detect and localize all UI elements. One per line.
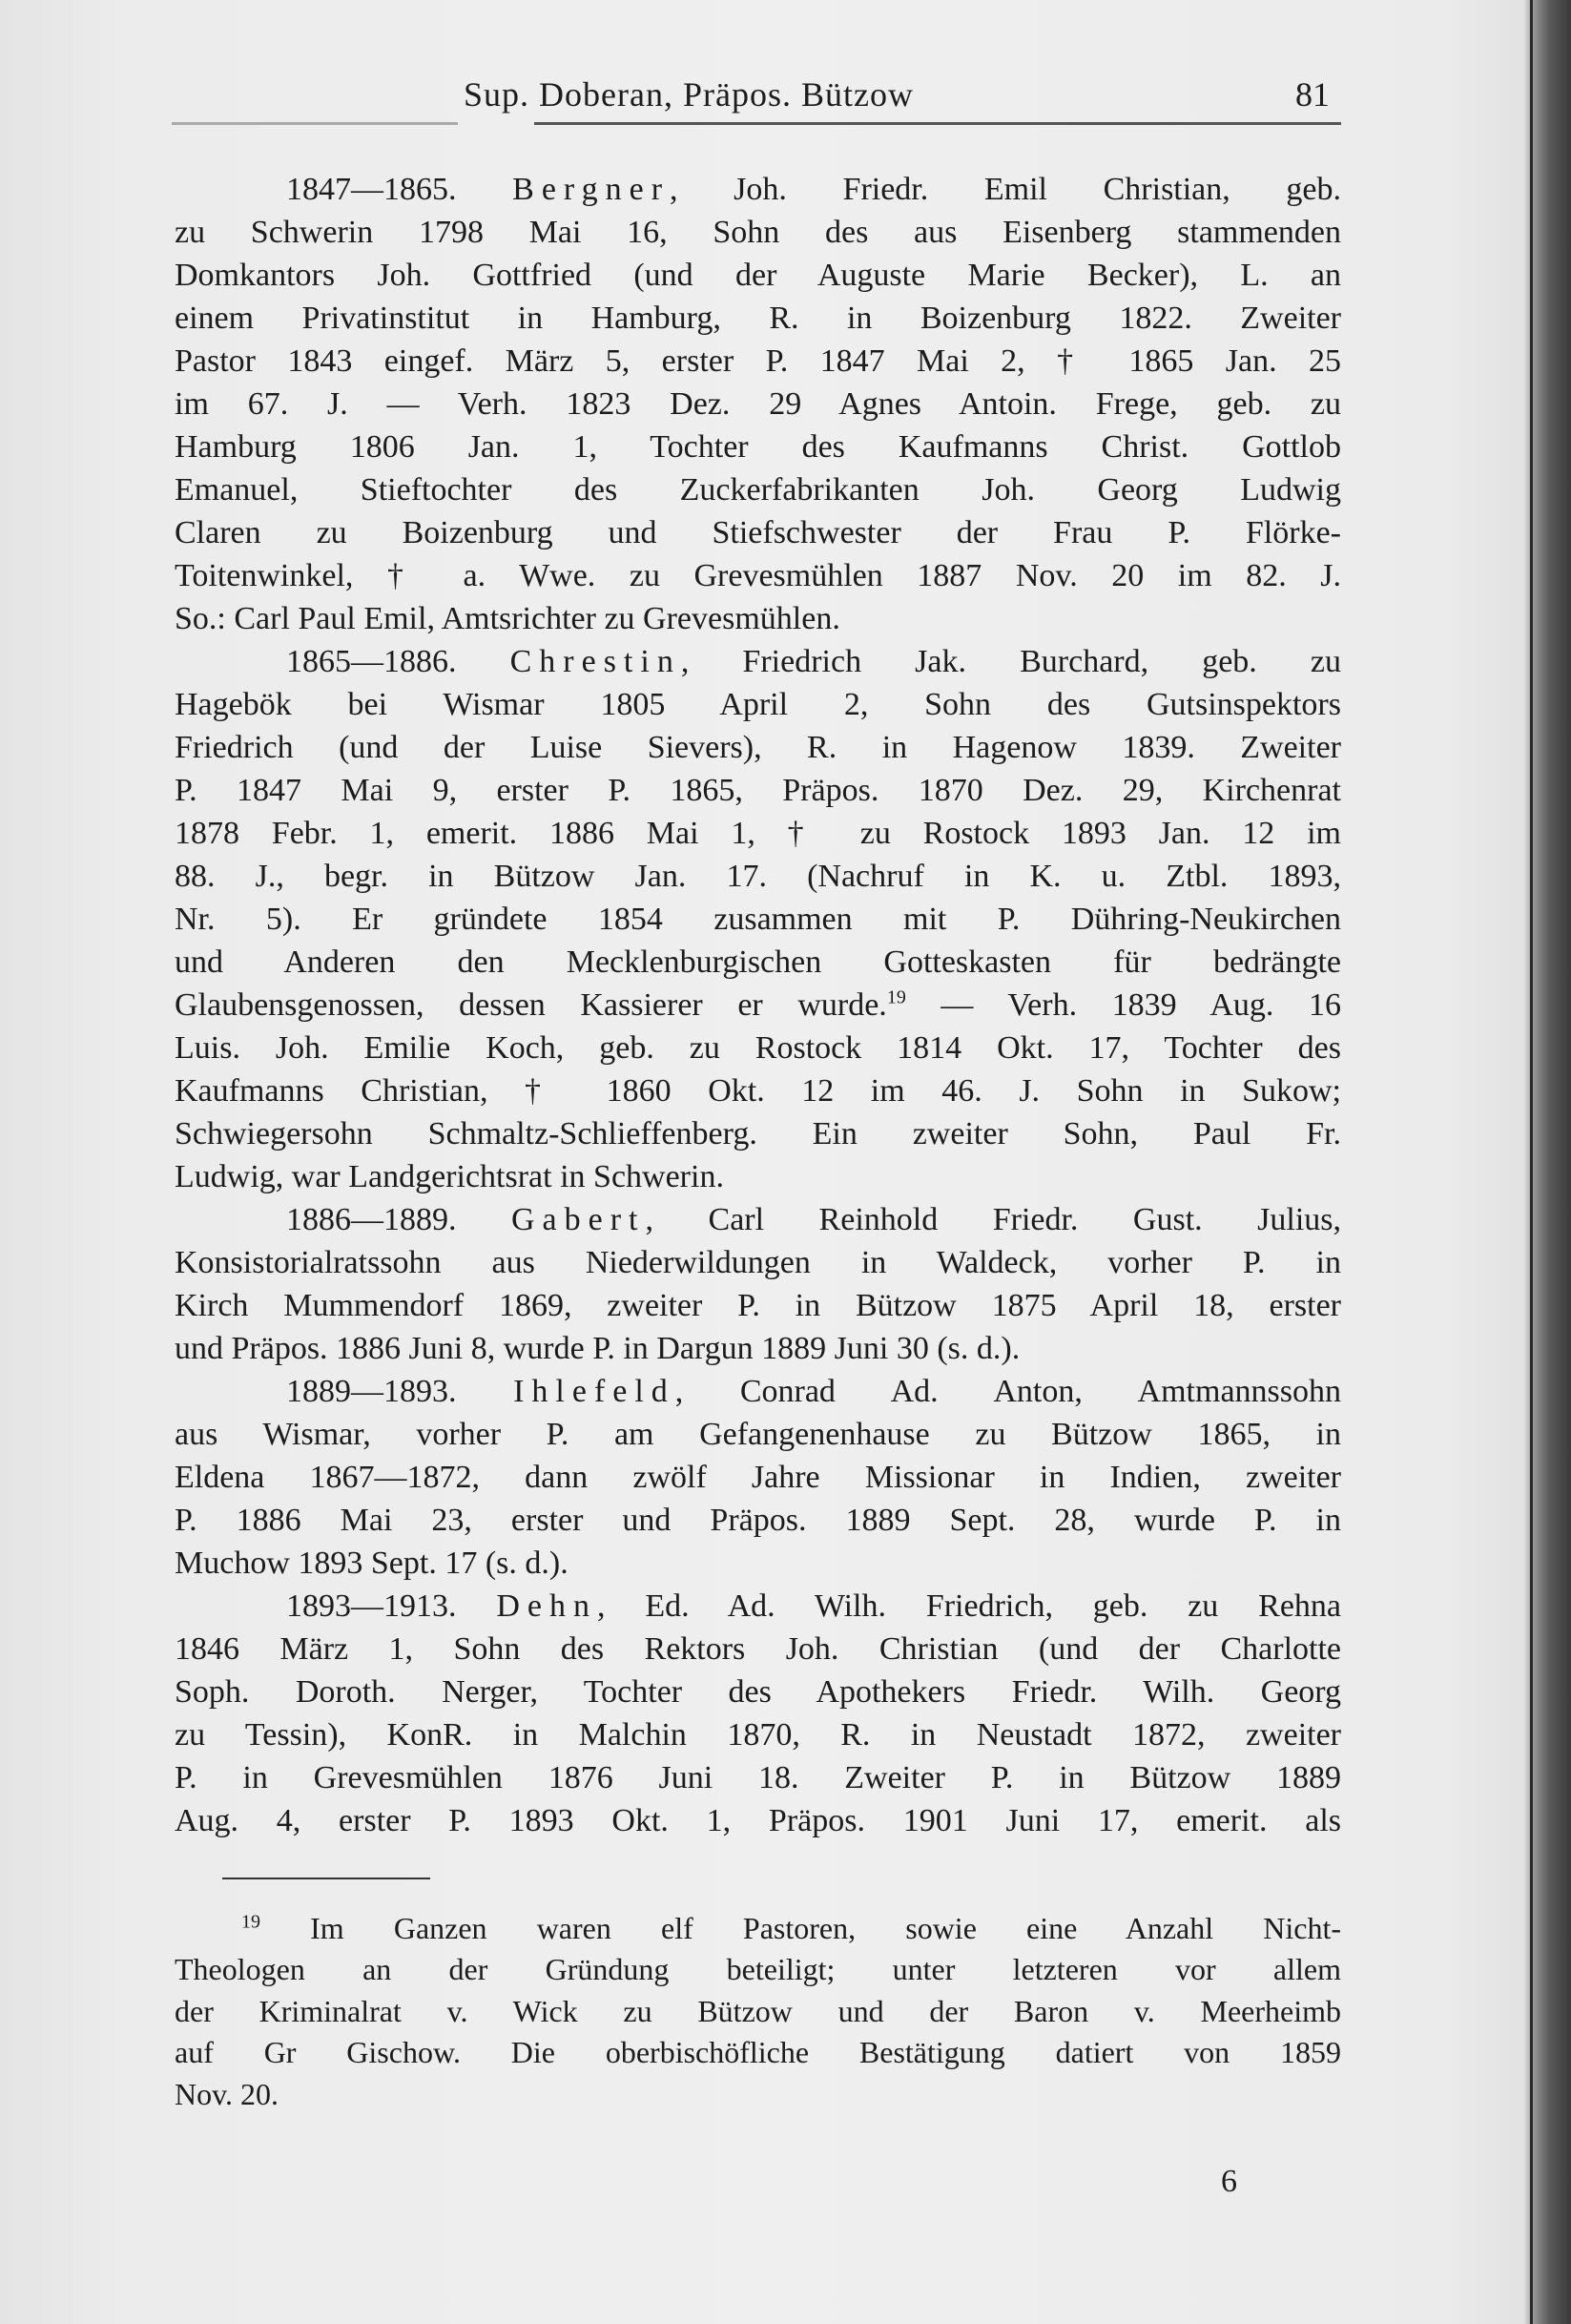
footnote-text: Im Ganzen waren elf Pastoren, sowie eine Anzahl Nicht- (310, 1911, 1341, 1945)
entry-line: Kaufmanns Christian, † 1860 Okt. 12 im 46. J. Sohn in Sukow; (175, 1073, 1341, 1109)
entry-dates: 1847—1865. (286, 172, 457, 207)
pastor-name: Ihlefeld (513, 1374, 675, 1409)
entry-line: aus Wismar, vorher P. am Gefangenenhause zu Bützow 1865, in (175, 1417, 1341, 1452)
entry-line: Claren zu Boizenburg und Stiefschwester der Frau P. Flörke- (175, 515, 1341, 550)
entry-line: Emanuel, Stieftochter des Zuckerfabrikanten Joh. Georg Ludwig (175, 472, 1341, 508)
running-head: Sup. Doberan, Präpos. Bützow (464, 75, 914, 114)
entry-text: , Conrad Ad. Anton, Amtmannssohn (674, 1374, 1341, 1409)
entry-line: 1878 Febr. 1, emerit. 1886 Mai 1, † zu Rostock 1893 Jan. 12 im (175, 816, 1341, 851)
entry-line: So.: Carl Paul Emil, Amtsrichter zu Grevesmühlen. (175, 601, 840, 636)
entry-line: Nr. 5). Er gründete 1854 zusammen mit P. Dühring-Neukirchen (175, 902, 1341, 937)
entry-text: , Friedrich Jak. Burchard, geb. zu (680, 644, 1341, 679)
footnote-line: der Kriminalrat v. Wick zu Bützow und der Baron v. Meerheimb (175, 1993, 1341, 2028)
entry-line: Luis. Joh. Emilie Koch, geb. zu Rostock 1814 Okt. 17, Tochter des (175, 1030, 1341, 1066)
entry-first-line (286, 643, 1341, 681)
entry-first-line (286, 1587, 1341, 1626)
entry-line: 88. J., begr. in Bützow Jan. 17. (Nachruf in K. u. Ztbl. 1893, (175, 859, 1341, 894)
footnote-line: Nov. 20. (175, 2076, 279, 2111)
pastor-name: Dehn (496, 1588, 597, 1624)
pastor-name: Bergner (512, 172, 671, 207)
entry-line: und Anderen den Mecklenburgischen Gotteskasten für bedrängte (175, 944, 1341, 980)
entry-line: Hagebök bei Wismar 1805 April 2, Sohn des Gutsinspektors (175, 687, 1341, 722)
footnote-line (241, 1910, 1341, 1946)
entry-line: und Präpos. 1886 Juni 8, wurde P. in Dargun 1889 Juni 30 (s. d.). (175, 1331, 1021, 1366)
entry-text: — Verh. 1839 Aug. 16 (905, 987, 1341, 1023)
entry-line: P. in Grevesmühlen 1876 Juni 18. Zweiter P. in Bützow 1889 (175, 1760, 1341, 1795)
entry-text: Glaubensgenossen, dessen Kassierer er wurde. (175, 987, 887, 1023)
entry-line: 1846 März 1, Sohn des Rektors Joh. Christian (und der Charlotte (175, 1631, 1341, 1667)
entry-text: , Ed. Ad. Wilh. Friedrich, geb. zu Rehna (597, 1588, 1342, 1624)
footnote-line: auf Gr Gischow. Die oberbischöfliche Bestätigung datiert von 1859 (175, 2035, 1341, 2070)
entry-line: Muchow 1893 Sept. 17 (s. d.). (175, 1546, 568, 1581)
entry-text: , Carl Reinhold Friedr. Gust. Julius, (645, 1202, 1342, 1237)
page-number: 81 (1295, 75, 1330, 114)
book-gutter (1530, 0, 1533, 2324)
entry-line: Toitenwinkel, † a. Wwe. zu Grevesmühlen 1887 Nov. 20 im 82. J. (175, 558, 1341, 593)
entry-text: , Joh. Friedr. Emil Christian, geb. (670, 172, 1342, 207)
footnote-rule (222, 1878, 430, 1879)
entry-first-line (286, 171, 1341, 209)
entry-dates: 1886—1889. (286, 1202, 457, 1237)
pastor-name: Gabert (511, 1202, 646, 1237)
entry-line: Aug. 4, erster P. 1893 Okt. 1, Präpos. 1901 Juni 17, emerit. als (175, 1803, 1341, 1838)
entry-line: Domkantors Joh. Gottfried (und der Auguste Marie Becker), L. an (175, 258, 1341, 293)
entry-line: zu Schwerin 1798 Mai 16, Sohn des aus Eisenberg stammenden (175, 215, 1341, 250)
entry-line: Pastor 1843 eingef. März 5, erster P. 1847 Mai 2, † 1865 Jan. 25 (175, 343, 1341, 379)
header-rule-faint (172, 122, 458, 125)
entry-line: Hamburg 1806 Jan. 1, Tochter des Kaufmanns Christ. Gottlob (175, 429, 1341, 465)
entry-line: Soph. Doroth. Nerger, Tochter des Apothekers Friedr. Wilh. Georg (175, 1674, 1341, 1710)
entry-dates: 1893—1913. (286, 1588, 457, 1624)
entry-first-line (286, 1373, 1341, 1411)
sheet-signature-number: 6 (1221, 2164, 1237, 2199)
footnote-marker: 19 (241, 1911, 260, 1933)
entry-line: Schwiegersohn Schmaltz-Schlieffenberg. Ein zweiter Sohn, Paul Fr. (175, 1116, 1341, 1152)
entry-line: zu Tessin), KonR. in Malchin 1870, R. in Neustadt 1872, zweiter (175, 1717, 1341, 1753)
entry-line: P. 1886 Mai 23, erster und Präpos. 1889 Sept. 28, wurde P. in (175, 1503, 1341, 1538)
entry-line: Friedrich (und der Luise Sievers), R. in Hagenow 1839. Zweiter (175, 730, 1341, 765)
pastor-name: Chrestin (509, 644, 681, 679)
entry-line: Kirch Mummendorf 1869, zweiter P. in Bützow 1875 April 18, erster (175, 1288, 1341, 1323)
entry-dates: 1889—1893. (286, 1374, 457, 1409)
entry-line: Ludwig, war Landgerichtsrat in Schwerin. (175, 1159, 724, 1194)
entry-line: im 67. J. — Verh. 1823 Dez. 29 Agnes Antoin. Frege, geb. zu (175, 386, 1341, 422)
entry-dates: 1865—1886. (286, 644, 457, 679)
entry-first-line (286, 1201, 1341, 1239)
entry-line: P. 1847 Mai 9, erster P. 1865, Präpos. 1870 Dez. 29, Kirchenrat (175, 773, 1341, 808)
entry-line: einem Privatinstitut in Hamburg, R. in Boizenburg 1822. Zweiter (175, 301, 1341, 336)
entry-line: Eldena 1867—1872, dann zwölf Jahre Missionar in Indien, zweiter (175, 1460, 1341, 1495)
footnote-reference[interactable]: 19 (886, 986, 906, 1008)
entry-line (175, 986, 1341, 1025)
footnote-line: Theologen an der Gründung beteiligt; unter letzteren vor allem (175, 1952, 1341, 1987)
entry-line: Konsistorialratssohn aus Niederwildungen in Waldeck, vorher P. in (175, 1245, 1341, 1280)
header-rule (534, 122, 1341, 125)
